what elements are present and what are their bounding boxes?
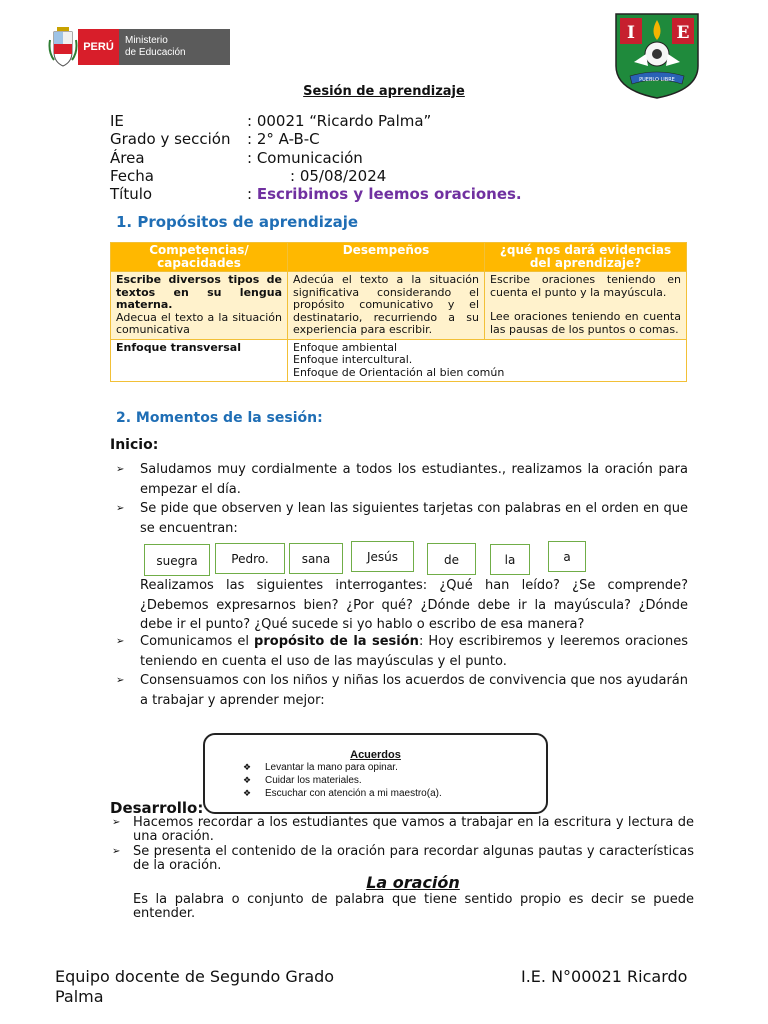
header-competencias: Competencias/ capacidades bbox=[111, 243, 288, 272]
acuerdos-title: Acuerdos bbox=[350, 749, 401, 761]
table-row bbox=[111, 339, 687, 382]
info-value-grado: : 2° A-B-C bbox=[247, 130, 320, 148]
list-item bbox=[243, 762, 398, 773]
inicio-paragraph-2: Se pide que observen y lean las siguientes tarjetas con palabras en el orden en que se encuentran: bbox=[140, 501, 688, 536]
acuerdo-text: Levantar la mano para opinar. bbox=[265, 762, 398, 773]
table-row bbox=[111, 272, 687, 340]
crest-letter-e: E bbox=[676, 23, 690, 43]
document-title: Sesión de aprendizaje bbox=[303, 84, 465, 99]
p4-after: : Hoy escribiremos y leeremos oraciones teniendo en cuenta el uso de las mayúsculas y el punto. bbox=[140, 634, 688, 669]
cell-enfoques bbox=[288, 339, 687, 382]
acuerdos-box bbox=[203, 733, 548, 814]
titulo-colon: : bbox=[247, 185, 257, 203]
arrow-bullet-icon: ➢ bbox=[116, 464, 125, 475]
p4-before: Comunicamos el bbox=[140, 634, 255, 649]
capacidad-text: Adecua el texto a la situación comunicativa bbox=[116, 310, 282, 336]
inicio-heading: Inicio: bbox=[110, 437, 159, 453]
info-value-area: : Comunicación bbox=[247, 149, 363, 167]
word-card: sana bbox=[289, 543, 343, 574]
info-value-fecha: : 05/08/2024 bbox=[290, 167, 387, 185]
info-label-titulo: Título bbox=[110, 185, 153, 203]
word-card: de bbox=[427, 543, 476, 575]
arrow-bullet-icon: ➢ bbox=[116, 675, 125, 686]
info-label-area: Área bbox=[110, 149, 145, 167]
list-item bbox=[243, 788, 442, 799]
word-card: la bbox=[490, 544, 530, 575]
p4-bold: propósito de la sesión bbox=[254, 634, 419, 649]
peru-label: PERÚ bbox=[83, 41, 114, 53]
acuerdo-text: Escuchar con atención a mi maestro(a). bbox=[265, 788, 442, 799]
enfoque-item: Enfoque intercultural. bbox=[293, 353, 413, 366]
info-label-ie: IE bbox=[110, 112, 124, 130]
peru-shield-icon bbox=[48, 26, 78, 68]
inicio-paragraph-5: Consensuamos con los niños y niñas los acuerdos de convivencia que nos ayudarán a trabajar y aprender mejor: bbox=[140, 673, 688, 708]
diamond-bullet-icon: ❖ bbox=[243, 788, 252, 798]
evidencia-1: Escribe oraciones teniendo en cuenta el punto y la mayúscula. bbox=[490, 273, 681, 299]
table-header-row bbox=[111, 243, 687, 272]
acuerdo-text: Cuidar los materiales. bbox=[265, 775, 362, 786]
arrow-bullet-icon: ➢ bbox=[116, 503, 125, 514]
cell-competencia bbox=[111, 272, 288, 340]
cell-desempeno: Adecúa el texto a la situación significativa considerando el propósito comunicativo y el destinatario, recurriendo a su experiencia para escribir. bbox=[288, 272, 485, 340]
footer-right: I.E. N°00021 Ricardo bbox=[521, 967, 688, 986]
inicio-paragraph-1: Saludamos muy cordialmente a todos los estudiantes., realizamos la oración para empezar el día. bbox=[140, 462, 688, 497]
ministry-line-2: de Educación bbox=[125, 47, 186, 58]
arrow-bullet-icon: ➢ bbox=[116, 636, 125, 647]
crest-banner-text: PUEBLO LIBRE bbox=[639, 77, 675, 83]
header-evidencias: ¿qué nos dará evidencias del aprendizaje? bbox=[485, 243, 687, 272]
arrow-bullet-icon: ➢ bbox=[112, 846, 121, 857]
footer-left-line-1: Equipo docente de Segundo Grado bbox=[55, 967, 335, 986]
header-desempenos: Desempeños bbox=[288, 243, 485, 272]
desarrollo-paragraph-1: Hacemos recordar a los estudiantes que vamos a trabajar en la escritura y lectura de una oración. bbox=[133, 815, 694, 844]
info-label-grado: Grado y sección bbox=[110, 130, 231, 148]
word-card: a bbox=[548, 541, 586, 572]
learning-purposes-table bbox=[110, 242, 687, 382]
ministry-label-box bbox=[119, 29, 230, 65]
crest-letter-i: I bbox=[627, 23, 635, 43]
desarrollo-heading: Desarrollo: bbox=[110, 799, 204, 817]
word-card: Pedro. bbox=[215, 543, 285, 574]
evidencia-2: Lee oraciones teniendo en cuenta las pausas de los puntos o comas. bbox=[490, 310, 681, 336]
ministry-line-1: Ministerio bbox=[125, 35, 168, 46]
inicio-paragraph-4 bbox=[140, 632, 688, 671]
section-propositos-heading: 1. Propósitos de aprendizaje bbox=[116, 213, 359, 231]
info-value-titulo bbox=[247, 185, 522, 203]
enfoque-item: Enfoque ambiental bbox=[293, 340, 398, 354]
footer-left-line-2: Palma bbox=[55, 987, 104, 1006]
word-card: Jesús bbox=[351, 541, 414, 572]
desarrollo-paragraph-2: Se presenta el contenido de la oración para recordar algunas pautas y características de la oración. bbox=[133, 844, 694, 873]
inicio-paragraph-3: Realizamos las siguientes interrogantes: ¿Qué han leído? ¿Se comprende? ¿Debemos expresarnos bien? ¿Por qué? ¿Dónde debe ir la mayúscula? ¿Dónde debe ir el punto? ¿Qué sucede si yo hablo o escribo de esa manera? bbox=[140, 578, 688, 632]
info-label-fecha: Fecha bbox=[110, 167, 154, 185]
session-title: Escribimos y leemos oraciones. bbox=[256, 185, 522, 203]
arrow-bullet-icon: ➢ bbox=[112, 817, 121, 828]
info-value-ie: : 00021 “Ricardo Palma” bbox=[247, 112, 432, 130]
cell-evidencias bbox=[485, 272, 687, 340]
competencia-text: Escribe diversos tipos de textos en su lengua materna. bbox=[116, 273, 282, 311]
cell-enfoque-label: Enfoque transversal bbox=[111, 339, 288, 382]
section-momentos-heading: 2. Momentos de la sesión: bbox=[116, 410, 323, 426]
peru-label-box bbox=[78, 29, 119, 65]
enfoque-item: Enfoque de Orientación al bien común bbox=[293, 365, 505, 379]
diamond-bullet-icon: ❖ bbox=[243, 775, 252, 785]
oracion-title: La oración bbox=[366, 873, 460, 892]
oracion-definition: Es la palabra o conjunto de palabra que tiene sentido propio es decir se puede entender. bbox=[133, 892, 694, 921]
diamond-bullet-icon: ❖ bbox=[243, 762, 252, 772]
list-item bbox=[243, 775, 362, 786]
word-card: suegra bbox=[144, 544, 210, 576]
